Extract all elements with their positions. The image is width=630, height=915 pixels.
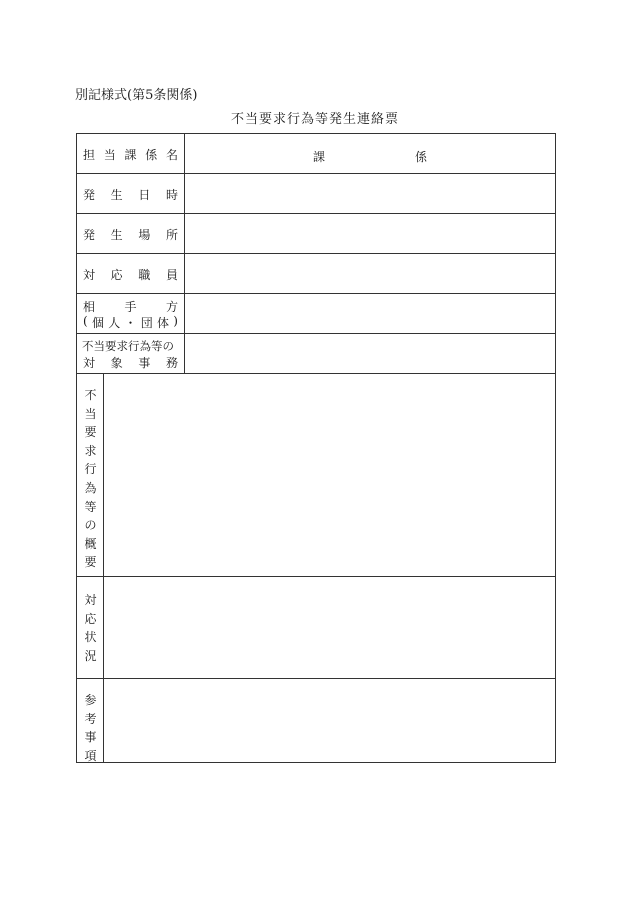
row-shokuin	[77, 254, 555, 294]
row-gaiyo	[77, 374, 555, 577]
label-char: 等	[84, 499, 97, 514]
label-char: ・	[124, 316, 137, 330]
label-char: )	[173, 314, 178, 328]
label-char: 対	[83, 268, 96, 282]
label-char: 況	[84, 648, 97, 663]
row-taisho	[77, 334, 555, 374]
row-nichiji	[77, 174, 555, 214]
row-jokyo	[77, 577, 555, 679]
field-sanko[interactable]	[104, 679, 555, 762]
row-tanto	[77, 134, 555, 174]
label-char: 事	[138, 356, 151, 370]
label-char: 要	[84, 555, 97, 570]
unit-kakari: 係	[415, 150, 428, 164]
label-char: 対	[84, 593, 97, 607]
label-char: 相	[83, 300, 96, 314]
label-jokyo	[77, 577, 104, 678]
form-number-label: 別記様式(第5条関係)	[75, 88, 198, 103]
row-sanko	[77, 679, 555, 762]
label-char: 考	[84, 711, 97, 726]
field-aite[interactable]	[185, 294, 555, 333]
label-char: 為	[84, 480, 97, 495]
field-tanto[interactable]	[185, 134, 555, 173]
field-jokyo[interactable]	[104, 577, 555, 678]
field-nichiji[interactable]	[185, 174, 555, 213]
label-char: 行	[84, 462, 97, 477]
label-char: 手	[124, 300, 137, 314]
label-char: 生	[110, 228, 123, 242]
row-basho	[77, 214, 555, 254]
label-char: 項	[84, 748, 97, 763]
label-char: 参	[84, 693, 97, 707]
label-char: 応	[110, 268, 123, 282]
label-line: 不当要求行為等の	[82, 339, 174, 353]
label-char: 当	[84, 406, 97, 421]
label-char: 発	[83, 228, 96, 242]
field-gaiyo[interactable]	[104, 374, 555, 576]
label-char: 体	[157, 316, 170, 330]
label-char: の	[84, 518, 97, 533]
label-char: 日	[138, 188, 151, 202]
label-tanto	[77, 134, 185, 173]
label-nichiji	[77, 174, 185, 213]
label-gaiyo	[77, 374, 104, 576]
label-char: 当	[103, 148, 116, 162]
label-char: 担	[83, 148, 96, 162]
label-char: 場	[138, 228, 151, 242]
label-sanko	[77, 679, 104, 762]
label-char: 員	[165, 268, 178, 282]
form-title: 不当要求行為等発生連絡票	[230, 112, 399, 127]
label-char: 状	[84, 630, 97, 645]
field-shokuin[interactable]	[185, 254, 555, 293]
label-char: 人	[108, 316, 121, 330]
label-char: 対	[83, 356, 96, 370]
row-aite	[77, 294, 555, 334]
label-char: 不	[84, 388, 97, 402]
label-char: 務	[165, 356, 178, 370]
report-table	[76, 133, 556, 763]
label-char: 求	[84, 443, 97, 458]
label-char: 名	[165, 148, 178, 162]
label-char: 事	[84, 730, 97, 745]
label-char: 概	[84, 536, 97, 551]
label-char: 発	[83, 188, 96, 202]
label-aite	[77, 294, 185, 333]
label-char: (	[83, 314, 88, 328]
label-char: 個	[91, 316, 104, 330]
label-char: 時	[165, 188, 178, 202]
label-char: 応	[84, 611, 97, 626]
field-taisho[interactable]	[185, 334, 555, 373]
label-taisho	[77, 334, 185, 373]
label-char: 課	[124, 148, 137, 162]
label-char: 団	[140, 316, 153, 330]
field-basho[interactable]	[185, 214, 555, 253]
unit-ka: 課	[313, 150, 326, 164]
label-char: 生	[110, 188, 123, 202]
label-char: 象	[110, 356, 123, 370]
label-char: 方	[165, 300, 178, 314]
label-char: 要	[84, 425, 97, 440]
label-basho	[77, 214, 185, 253]
label-char: 職	[138, 268, 151, 282]
label-shokuin	[77, 254, 185, 293]
label-char: 所	[165, 228, 178, 242]
label-char: 係	[145, 148, 158, 162]
